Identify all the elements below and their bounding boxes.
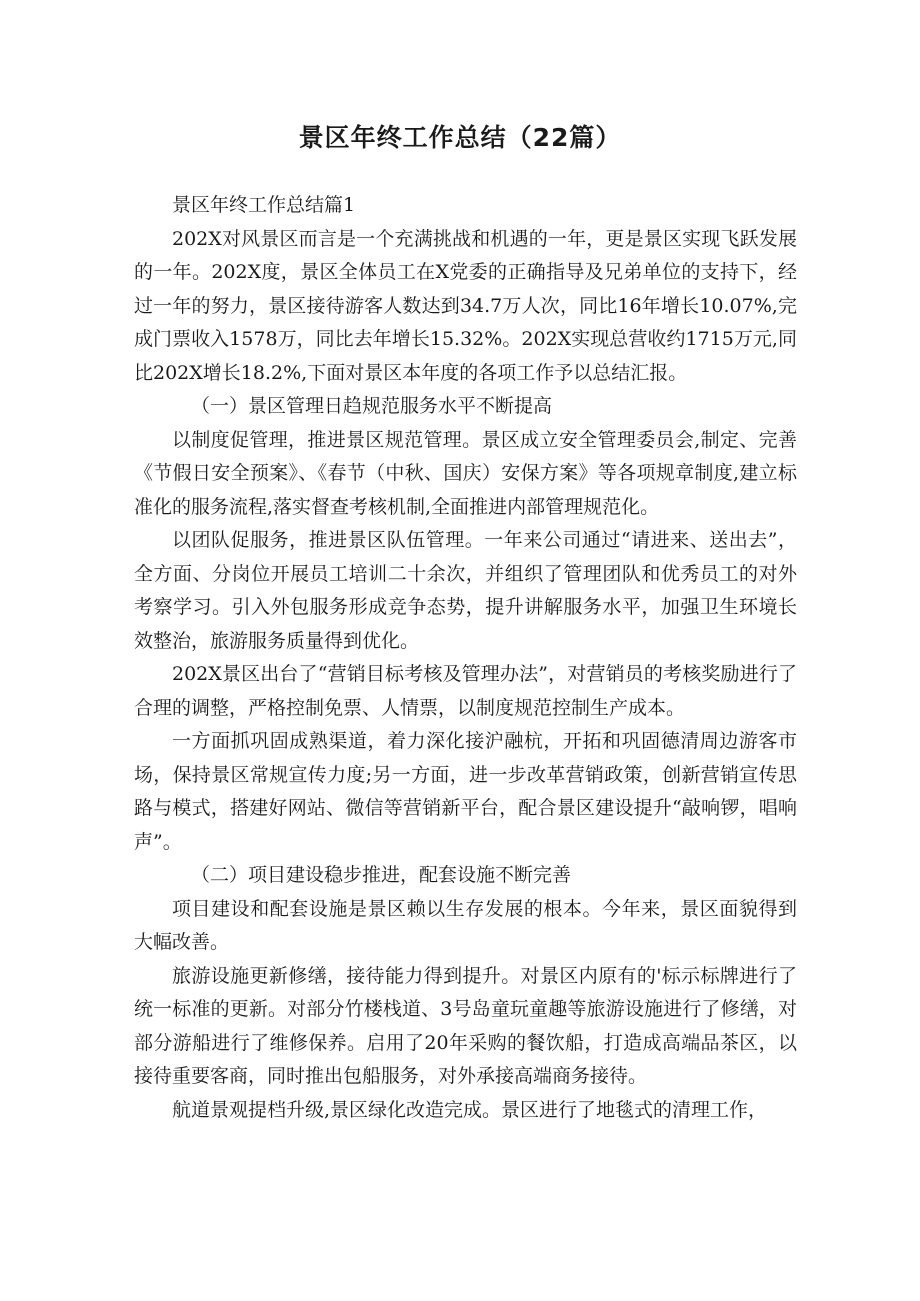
paragraph: 航道景观提档升级,景区绿化改造完成。景区进行了地毯式的清理工作， [172,1098,768,1121]
paragraph: 项目建设和配套设施是景区赖以生存发展的根本。今年来，景区面貌得到大幅改善。 [134,897,797,953]
paragraph: 202X景区出台了“营销目标考核及管理办法”，对营销员的考核奖励进行了合理的调整，严格控制免票、人情票，以制度规范控制生产成本。 [134,663,797,719]
paragraph: 以团队促服务，推进景区队伍管理。一年来公司通过“请进来、送出去”，全方面、分岗位开展员工培训二十余次，并组织了管理团队和优秀员工的对外考察学习。引入外包服务形成竞争态势，提升讲解服务水平，加强卫生环境长效整治，旅游服务质量得到优化。 [134,529,797,652]
paragraph: 一方面抓巩固成熟渠道，着力深化接沪融杭，开拓和巩固德清周边游客市场，保持景区常规宣传力度;另一方面，进一步改革营销政策，创新营销宣传思路与模式，搭建好网站、微信等营销新平台，配合景区建设提升“敲响锣，唱响声”。 [134,730,797,853]
section-subtitle: 景区年终工作总结篇1 [172,194,356,216]
section-heading-1: （一）景区管理日趋规范服务水平不断提高 [191,395,553,417]
paragraph: 以制度促管理，推进景区规范管理。景区成立安全管理委员会,制定、完善《节假日安全预案》、《春节（中秋、国庆）安保方案》等各项规章制度,建立标准化的服务流程,落实督查考核机制,全面推进内部管理规范化。 [134,428,797,518]
document-body [134,189,797,1127]
section-heading-2: （二）项目建设稳步推进，配套设施不断完善 [191,864,572,886]
paragraph: 旅游设施更新修缮，接待能力得到提升。对景区内原有的'标示标牌进行了统一标准的更新。对部分竹楼栈道、3号岛童玩童趣等旅游设施进行了修缮，对部分游船进行了维修保养。启用了20年采购的餐饮船，打造成高端品茶区，以接待重要客商，同时推出包船服务，对外承接高端商务接待。 [134,964,797,1087]
document-title: 景区年终工作总结（22篇） [298,123,622,152]
paragraph-intro: 202X对风景区而言是一个充满挑战和机遇的一年，更是景区实现飞跃发展的一年。202X度，景区全体员工在X党委的正确指导及兄弟单位的支持下，经过一年的努力，景区接待游客人数达到34.7万人次，同比16年增长10.07%,完成门票收入1578万，同比去年增长15.32%。202X实现总营收约1715万元,同比202X增长18.2%,下面对景区本年度的各项工作予以总结汇报。 [134,227,797,384]
